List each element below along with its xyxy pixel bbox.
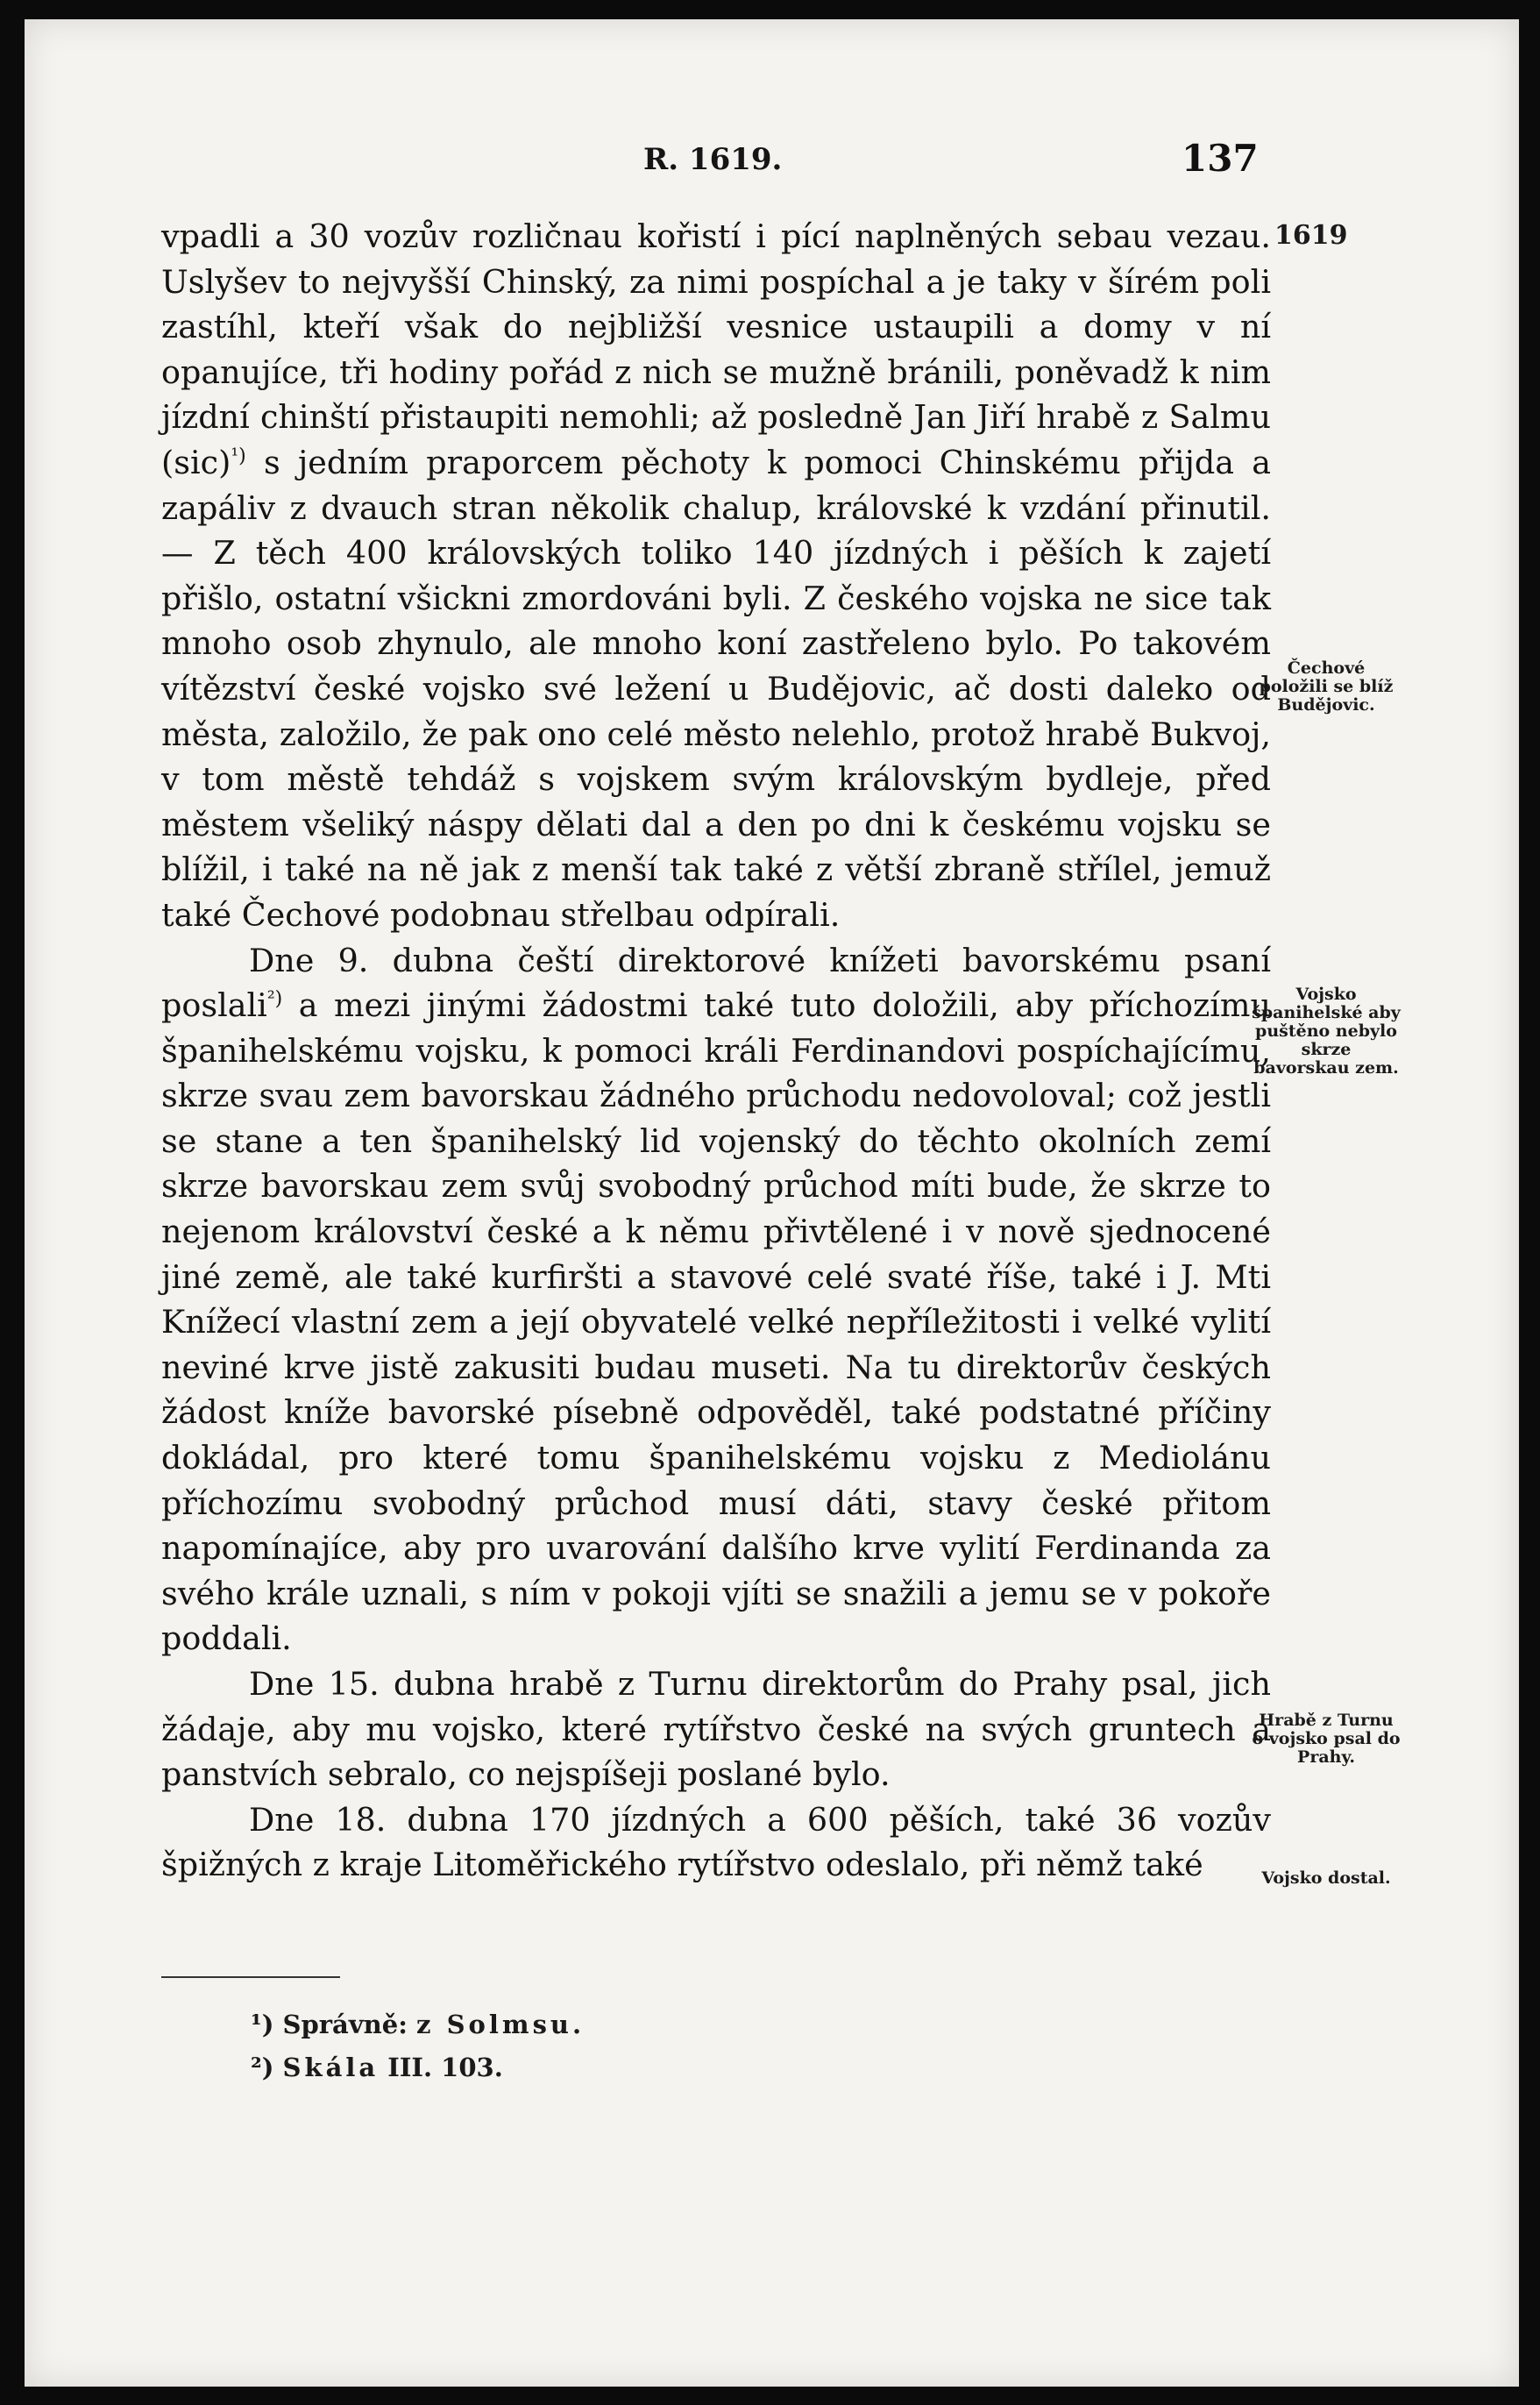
footnote-ref-2: ²) [266,987,283,1010]
paragraph-1-text-b: s jedním praporcem pěchoty k pomoci Chinskému přijda a zapáliv z dvauch stran několik chalup, královské k vzdání přinutil. — Z těch 400 královských toliko 140 jízdných i pěších k zajetí přišlo, ostatní všickni zmordováni byli. Z českého vojska ne sice tak mnoho osob zhynulo, ale mnoho koní zastřeleno bylo. Po takovém vítězství české vojsko své ležení u Budějovic, ač dosti daleko od města, založilo, že pak ono celé město nelehlo, protož hrabě Bukvoj, v tom městě tehdáž s vojskem svým královským bydleje, před městem všeliký náspy dělati dal a den po dni k českému vojsku se blížil, i také na ně jak z menší tak také z větší zbraně střílel, jemuž také Čechové podobnau střelbau odpírali. [161,443,1271,934]
footnotes [251,2003,1040,2089]
page-number: 137 [1182,137,1259,180]
footnote-2-label: Skála [282,2053,380,2082]
footnote-1-mark: ¹) [251,2010,274,2039]
paragraph-2 [161,938,1271,1662]
footnote-rule [161,1976,340,1978]
footnote-ref-1: ¹) [231,445,246,467]
paragraph-2-text-a: Dne 9. dubna čeští direktorové knížeti bavorskému psaní poslali [161,941,1271,1025]
paragraph-4: Dne 18. dubna 170 jízdných a 600 pěších, také 36 vozův špižných z kraje Litoměřického rytířstvo odeslalo, při němž také [161,1800,1271,1884]
paragraph-2-text-b: a mezi jinými žádostmi také tuto doložili, aby příchozímu španihelskému vojsku, k pomoci králi Ferdinandovi pospíchajícímu, skrze svau zem bavorskau žádného průchodu nedovoloval; což jestli se stane a ten španihelský lid vojenský do těchto okolních zemí skrze bavorskau zem svůj svobodný průchod míti bude, že skrze to nejenom království české a k němu přivtělené i v nově sjednocené jiné země, ale také kurfiršti a stavové celé svaté říše, také i J. Mti Knížecí vlastní zem a její obyvatelé velké nepříležitosti i velké vylití neviné krve jistě zakusiti budau museti. Na tu direktorův českých žádost kníže bavorské písebně odpověděl, také podstatné příčiny dokládal, pro které tomu španihelskému vojsku z Mediolánu příchozímu svobodný průchod musí dáti, stavy české přitom napomínajíce, aby pro uvarování dalšího krve vylití Ferdinanda za svého krále uznali, s ním v pokoji vjíti se snažili a jemu se v pokoře poddali. [161,986,1271,1658]
margin-note-4: Vojsko dostal. [1261,1868,1391,1888]
footnote-1-label: Správně: [282,2010,408,2039]
footnote-1 [251,2003,1040,2046]
main-text [161,214,1271,1888]
paragraph-1-text-a: vpadli a 30 vozův rozličnau kořistí i pící naplněných sebau vezau. Uslyšev to nejvyšší Chinský, za nimi pospíchal a je taky v šírém poli zastíhl, kteří však do nejbližší vesnice ustaupili a domy v ní opanujíce, tři hodiny pořád z nich se mužně bránili, poněvadž k nim jízdní chinští přistaupiti nemohli; až posledně Jan Jiří hrabě z Salmu (sic) [161,217,1271,481]
book-page [25,19,1519,2387]
margin-note-1: Čechové položili se blíž Budějovic. [1259,658,1394,715]
paragraph-3: Dne 15. dubna hrabě z Turnu direktorům do Prahy psal, jich žádaje, aby mu vojsko, které rytířstvo české na svých gruntech a panstvích sebralo, co nejspíšeji poslané bylo. [161,1665,1271,1794]
footnote-1-value: z Solmsu. [416,2010,585,2039]
footnote-2-mark: ²) [251,2053,274,2082]
footnote-2-value: III. 103. [387,2053,503,2082]
paragraph-1 [161,214,1271,938]
margin-note-3: Hrabě z Turnu o vojsko psal do Prahy. [1252,1711,1401,1767]
header-year: R. 1619. [643,142,783,177]
footnote-2 [251,2046,1040,2089]
margin-note-2: Vojsko španihelské aby puštěno nebylo skrze bavorskau zem. [1252,985,1401,1078]
running-header [25,137,1519,195]
margin-year: 1619 [1274,220,1348,251]
